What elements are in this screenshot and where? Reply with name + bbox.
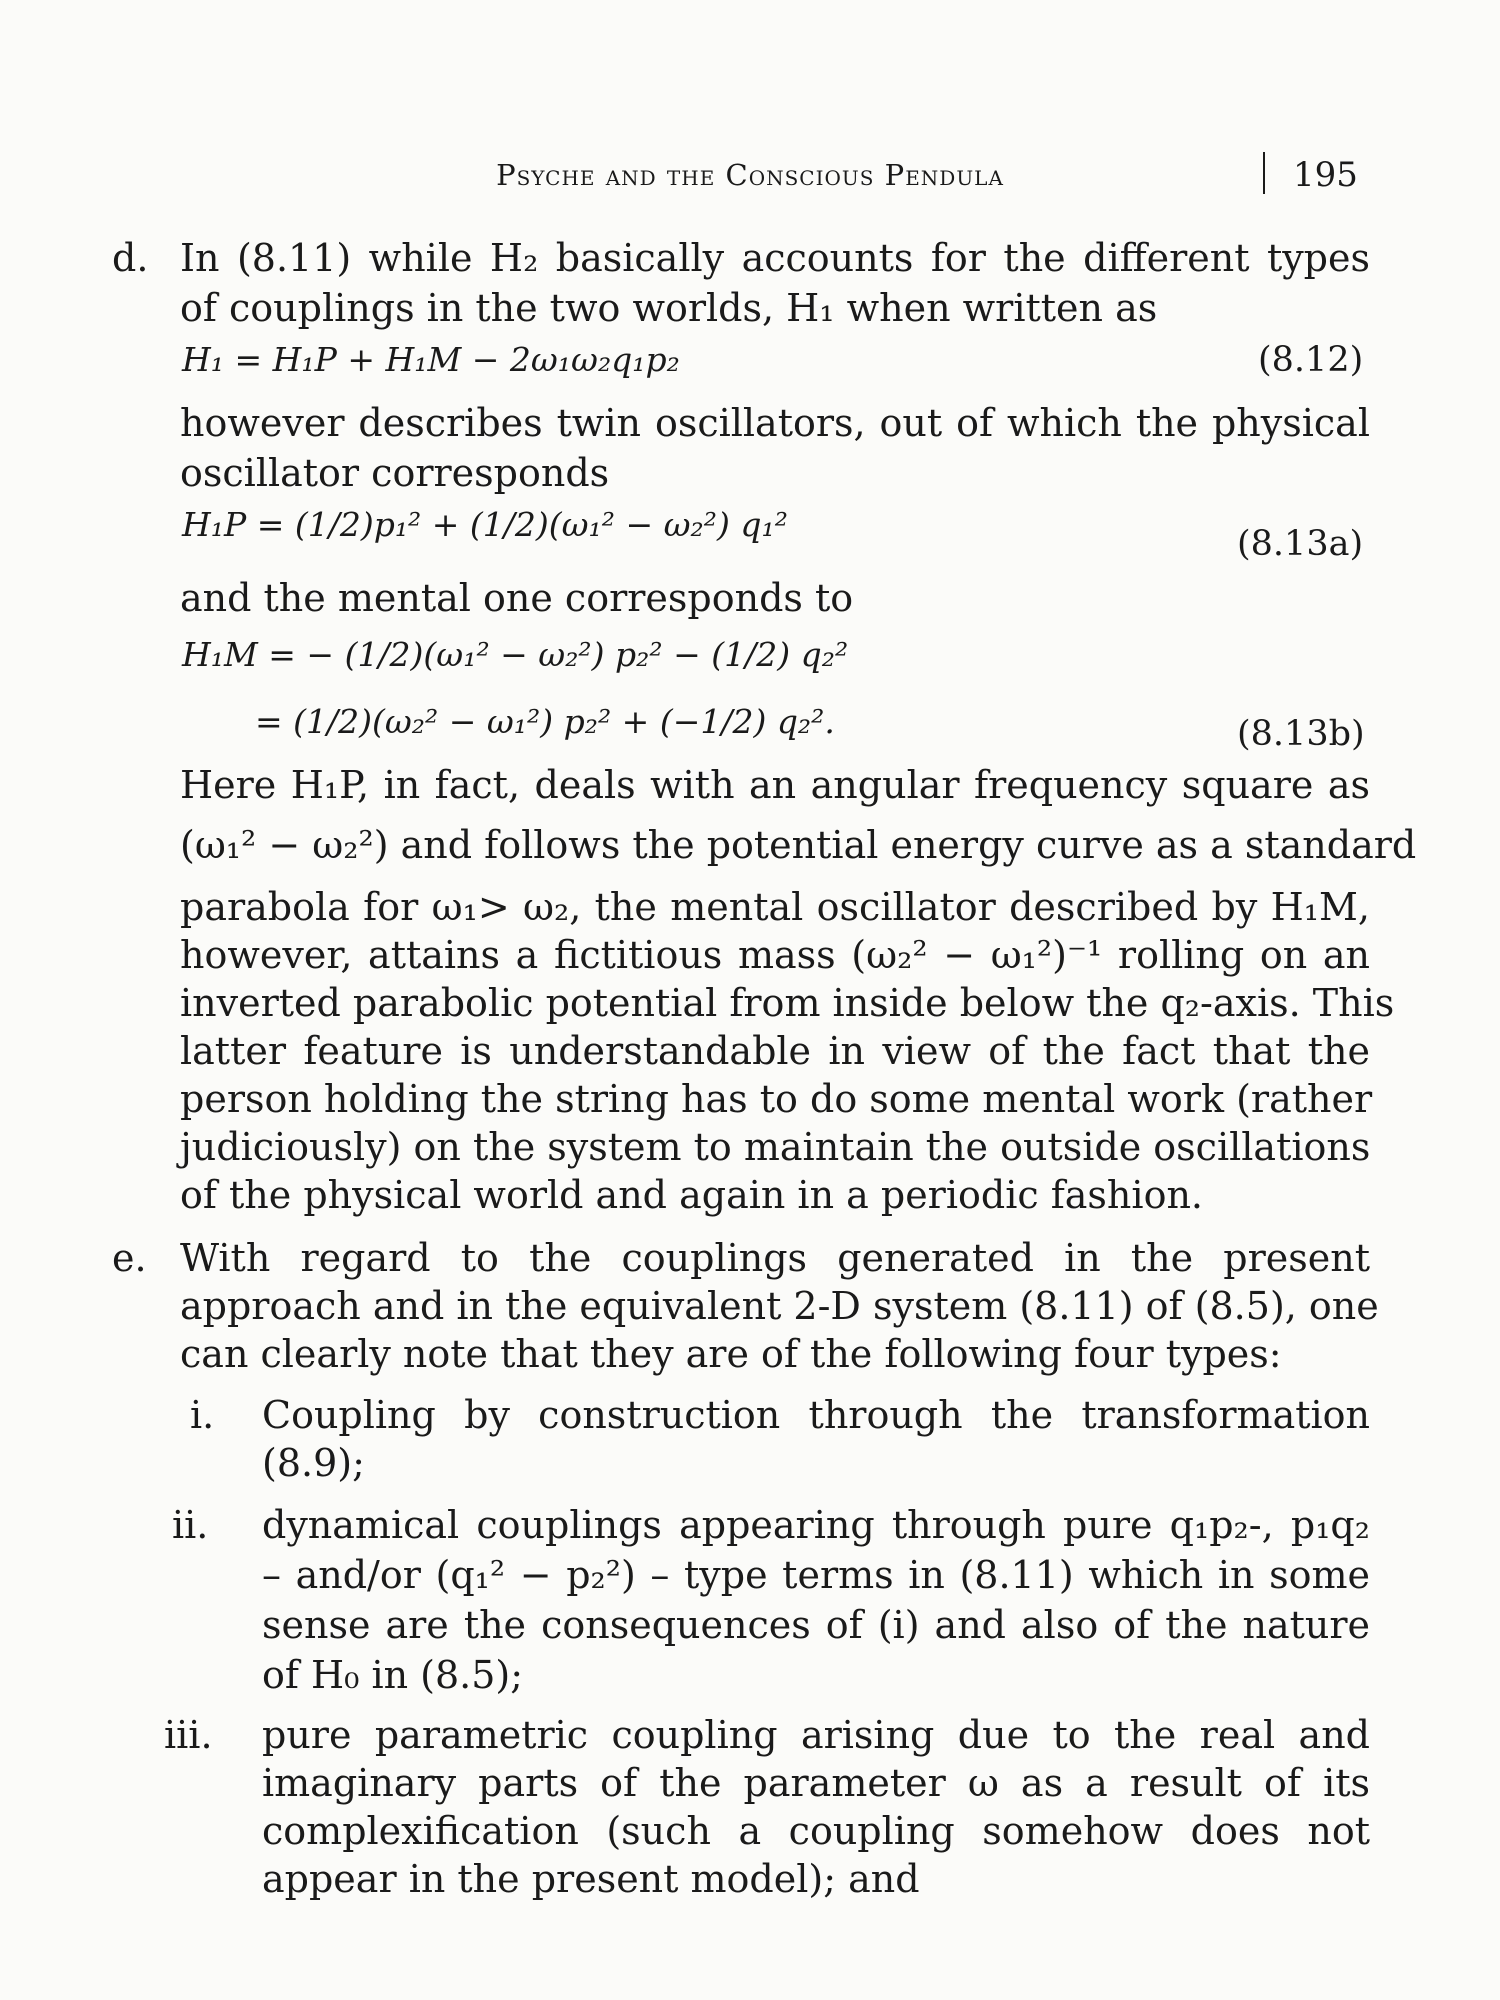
equation-8-13b-line-2: = (1/2)(ω₂² − ω₁²) p₂² + (−1/2) q₂².: [255, 702, 835, 741]
subitem-iii-label: iii.: [164, 1713, 213, 1757]
item-d-line-2: of couplings in the two worlds, H₁ when written as: [180, 286, 1158, 330]
item-d-line-8: parabola for ω₁> ω₂, the mental oscillator described by H₁M,: [180, 885, 1370, 929]
subitem-iii-line-4: appear in the present model); and: [262, 1857, 920, 1901]
item-d-line-7: (ω₁² − ω₂²) and follows the potential energy curve as a standard: [180, 823, 1417, 867]
item-d-line-11: latter feature is understandable in view of the fact that the: [180, 1029, 1370, 1073]
running-header: Psyche and the Conscious Pendula: [496, 158, 1004, 192]
item-e-label: e.: [112, 1236, 147, 1280]
subitem-i-line-1: Coupling by construction through the transformation: [262, 1393, 1370, 1437]
subitem-iii-line-1: pure parametric coupling arising due to the real and: [262, 1713, 1370, 1757]
item-d-line-9: however, attains a fictitious mass (ω₂² − ω₁²)⁻¹ rolling on an: [180, 933, 1370, 977]
item-d-line-1: In (8.11) while H₂ basically accounts for the different types: [180, 236, 1370, 280]
subitem-ii-line-4: of H₀ in (8.5);: [262, 1653, 524, 1697]
equation-8-13b-line-1: H₁M = − (1/2)(ω₁² − ω₂²) p₂² − (1/2) q₂²: [182, 635, 849, 674]
subitem-ii-line-1: dynamical couplings appearing through pure q₁p₂-, p₁q₂: [262, 1503, 1370, 1547]
item-d-label: d.: [112, 236, 149, 280]
item-d-line-3: however describes twin oscillators, out of which the physical: [180, 401, 1370, 445]
subitem-i-line-2: (8.9);: [262, 1441, 365, 1485]
equation-8-12: H₁ = H₁P + H₁M − 2ω₁ω₂q₁p₂: [182, 340, 680, 379]
subitem-i-label: i.: [190, 1393, 215, 1437]
page-number: 195: [1293, 155, 1358, 195]
item-d-line-10: inverted parabolic potential from inside below the q₂-axis. This: [180, 981, 1395, 1025]
item-e-line-3: can clearly note that they are of the following four types:: [180, 1332, 1282, 1376]
subitem-iii-line-3: complexification (such a coupling somehow does not: [262, 1809, 1370, 1853]
subitem-ii-label: ii.: [172, 1503, 209, 1547]
equation-8-13a-number: (8.13a): [1237, 524, 1364, 564]
item-d-line-13: judiciously) on the system to maintain the outside oscillations: [180, 1125, 1371, 1169]
header-divider: [1263, 152, 1265, 194]
item-d-line-14: of the physical world and again in a periodic fashion.: [180, 1173, 1203, 1217]
item-d-line-5: and the mental one corresponds to: [180, 576, 854, 620]
item-d-line-4: oscillator corresponds: [180, 451, 610, 495]
item-d-line-12: person holding the string has to do some mental work (rather: [180, 1077, 1373, 1121]
subitem-iii-line-2: imaginary parts of the parameter ω as a result of its: [262, 1761, 1370, 1805]
item-d-line-6: Here H₁P, in fact, deals with an angular frequency square as: [180, 763, 1370, 807]
subitem-ii-line-3: sense are the consequences of (i) and also of the nature: [262, 1603, 1370, 1647]
subitem-ii-line-2: – and/or (q₁² − p₂²) – type terms in (8.11) which in some: [262, 1553, 1370, 1597]
item-e-line-1: With regard to the couplings generated in the present: [180, 1236, 1370, 1280]
item-e-line-2: approach and in the equivalent 2-D system (8.11) of (8.5), one: [180, 1284, 1379, 1328]
equation-8-13a: H₁P = (1/2)p₁² + (1/2)(ω₁² − ω₂²) q₁²: [182, 505, 788, 544]
equation-8-13b-number: (8.13b): [1237, 714, 1365, 754]
equation-8-12-number: (8.12): [1258, 340, 1364, 380]
